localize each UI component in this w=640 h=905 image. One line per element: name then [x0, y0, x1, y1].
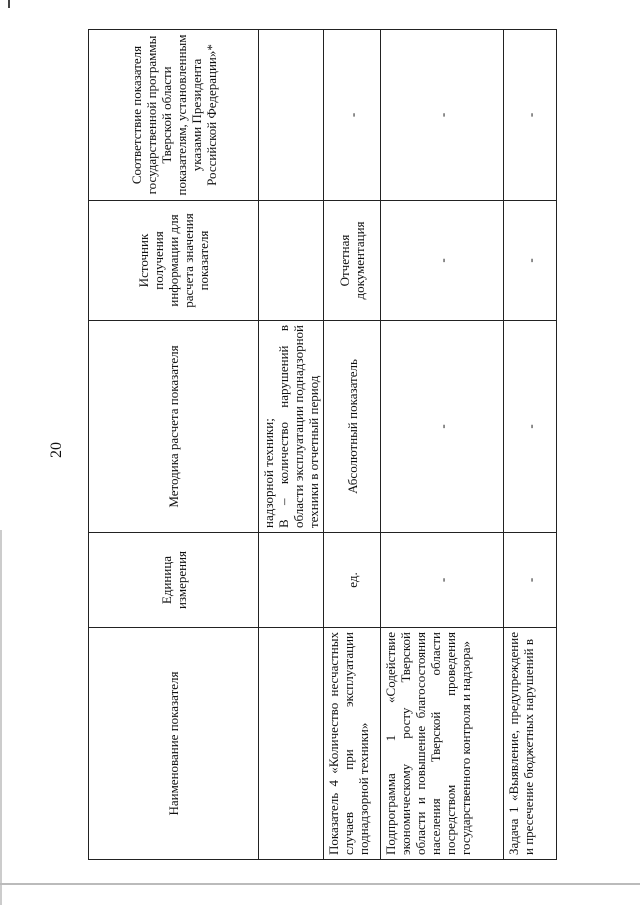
- header-source: Источник получения информации для расчета значения показателя: [89, 201, 259, 321]
- header-name: Наименование показателя: [89, 628, 259, 860]
- page-number: 20: [48, 442, 65, 458]
- cell-method: [259, 321, 324, 533]
- cell-method: -: [504, 321, 557, 533]
- header-method: Методика расчета показателя: [89, 321, 259, 533]
- cell-name: Подпрограмма 1 «Содействие экономическому росту Тверской области и повышение благосостояния населения Тверской области посредством проведения государственного контроля и надзора»: [381, 628, 504, 860]
- cell-unit: ед.: [324, 533, 381, 628]
- cell-compliance: -: [381, 30, 504, 201]
- cell-method: -: [381, 321, 504, 533]
- cell-name: Показатель 4 «Количество несчастных случаев при эксплуатации поднадзорной техники»: [324, 628, 381, 860]
- method-line: В – количество нарушений в области эксплуатации поднадзорной техники в отчетный период: [276, 325, 321, 528]
- table-row: [381, 30, 504, 860]
- cell-source: [259, 201, 324, 321]
- cell-compliance: [259, 30, 324, 201]
- cell-source: -: [504, 201, 557, 321]
- cell-method: Абсолютный показатель: [324, 321, 381, 533]
- scan-edge-line: [0, 530, 2, 905]
- header-row: [89, 30, 259, 860]
- cell-name: Задача 1 «Выявление, предупреждение и пресечение бюджетных нарушений в: [504, 628, 557, 860]
- scan-bottom-edge: [0, 883, 640, 885]
- cell-compliance: -: [504, 30, 557, 201]
- method-line: надзорной техники;: [261, 418, 276, 528]
- cell-source: Отчетная документация: [324, 201, 381, 321]
- cell-compliance: -: [324, 30, 381, 201]
- cell-unit: -: [504, 533, 557, 628]
- table-row: [324, 30, 381, 860]
- rotated-page: [40, 30, 600, 870]
- cell-source: -: [381, 201, 504, 321]
- header-unit: Единица измерения: [89, 533, 259, 628]
- cell-name: [259, 628, 324, 860]
- table-row: [504, 30, 557, 860]
- scan-edge-mark: [8, 0, 10, 8]
- cell-unit: -: [381, 533, 504, 628]
- table-row: [259, 30, 324, 860]
- indicators-table: [88, 29, 557, 860]
- cell-unit: [259, 533, 324, 628]
- header-compliance: Соответствие показателя государственной программы Тверской области показателям, установленным указами Президента Российской Федерации»*: [89, 30, 259, 201]
